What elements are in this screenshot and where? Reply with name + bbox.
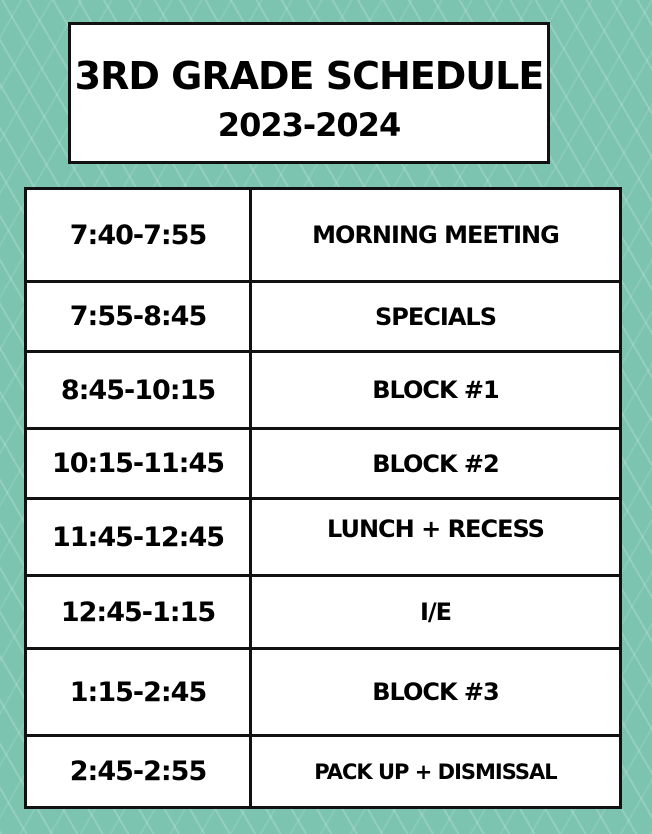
activity-cell: I/E bbox=[251, 576, 621, 649]
school-year: 2023-2024 bbox=[217, 106, 401, 144]
table-row bbox=[26, 499, 621, 576]
schedule-table bbox=[24, 187, 622, 809]
table-row bbox=[26, 282, 621, 352]
activity-cell: SPECIALS bbox=[251, 282, 621, 352]
activity-cell: PACK UP + DISMISSAL bbox=[251, 736, 621, 808]
page-title: 3RD GRADE SCHEDULE bbox=[74, 54, 544, 98]
activity-cell: BLOCK #1 bbox=[251, 352, 621, 429]
time-cell: 7:40-7:55 bbox=[26, 189, 251, 282]
time-cell: 8:45-10:15 bbox=[26, 352, 251, 429]
activity-cell: MORNING MEETING bbox=[251, 189, 621, 282]
time-cell: 12:45-1:15 bbox=[26, 576, 251, 649]
activity-cell bbox=[251, 499, 621, 576]
activity-cell: BLOCK #3 bbox=[251, 649, 621, 736]
table-row bbox=[26, 189, 621, 282]
table-row bbox=[26, 576, 621, 649]
time-cell: 7:55-8:45 bbox=[26, 282, 251, 352]
activity-label: LUNCH + RECESS bbox=[327, 515, 544, 543]
time-cell: 11:45-12:45 bbox=[26, 499, 251, 576]
table-row bbox=[26, 736, 621, 808]
table-row bbox=[26, 352, 621, 429]
activity-cell: BLOCK #2 bbox=[251, 429, 621, 499]
time-cell: 1:15-2:45 bbox=[26, 649, 251, 736]
table-row bbox=[26, 429, 621, 499]
title-card bbox=[68, 22, 550, 164]
time-cell: 10:15-11:45 bbox=[26, 429, 251, 499]
time-cell: 2:45-2:55 bbox=[26, 736, 251, 808]
table-row bbox=[26, 649, 621, 736]
